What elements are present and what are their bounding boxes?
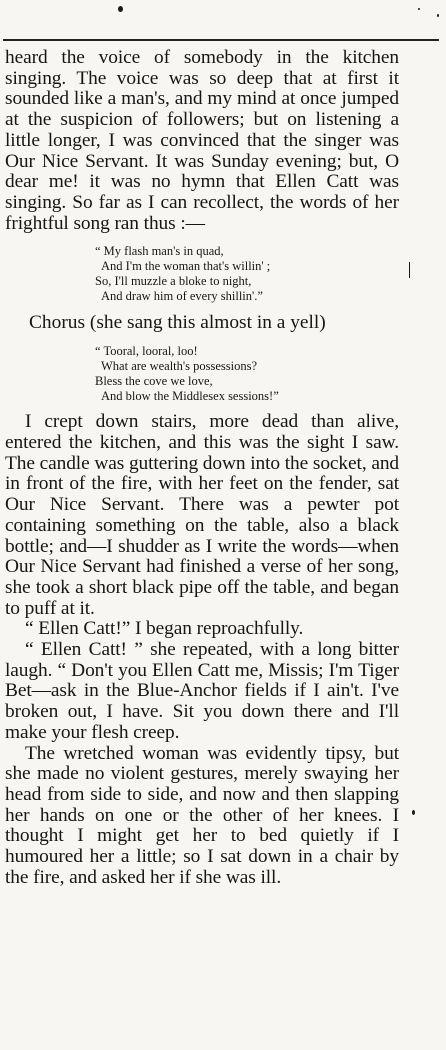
ink-speck — [418, 8, 420, 10]
paragraph-4: “ Ellen Catt! ” she repeated, with a long bitter laugh. “ Don't you Ellen Catt me, Missis; I'm Tiger Bet—ask in the Blue-Anchor fields if I ain't. I've broken out, I have. Sit you down there and I'll make your flesh creep. — [5, 639, 399, 743]
article-column — [5, 48, 399, 889]
ink-speck — [437, 14, 439, 17]
column-rule — [3, 39, 439, 41]
paragraph-5: The wretched woman was evidently tipsy, but she made no violent gestures, merely swaying her head from side to side, and now and then slapping her hands on one or the other of her knees. I thought I might get her to bed quietly if I humoured her a little; so I sat down in a chair by the fire, and asked her if she was ill. — [5, 742, 399, 888]
verse-line: What are wealth's possessions? — [101, 359, 258, 374]
paragraph-3: “ Ellen Catt!” I began reproachfully. — [25, 618, 304, 640]
verse-line: “ My flash man's in quad, — [95, 244, 224, 259]
verse-line: And I'm the woman that's willin' ; — [101, 259, 271, 274]
song-verse-2 — [95, 344, 399, 404]
verse-line: And draw him of every shillin'.” — [101, 289, 263, 304]
verse-line: Bless the cove we love, — [95, 374, 213, 389]
ink-speck — [118, 6, 123, 12]
verse-line: So, I'll muzzle a bloke to night, — [95, 274, 252, 289]
verse-line: And blow the Middlesex sessions!” — [101, 389, 279, 404]
ink-speck — [412, 810, 415, 815]
chorus-heading: Chorus (she sang this almost in a yell) — [29, 312, 326, 334]
ink-speck — [409, 262, 410, 278]
verse-line: “ Tooral, looral, loo! — [95, 344, 198, 359]
paragraph-2: I crept down stairs, more dead than alive, entered the kitchen, and this was the sight I saw. The candle was guttering down into the socket, and in front of the fire, with her feet on the fender, sat Our Nice Servant. There was a pewter pot containing something on the table, also a black bottle; and—I shudder as I write the words—when Our Nice Servant had finished a verse of her song, she took a short black pipe off the table, and began to puff at it. — [5, 411, 400, 619]
song-verse-1 — [95, 244, 399, 304]
paragraph-1: heard the voice of somebody in the kitchen singing. The voice was so deep that at first it sounded like a man's, and my mind at once jumped at the suspicion of followers; but on listening a little longer, I was convinced that the singer was Our Nice Servant. It was Sunday evening; but, O dear me! it was no hymn that Ellen Catt was singing. So far as I can recollect, the words of her frightful song ran thus :— — [5, 47, 399, 234]
